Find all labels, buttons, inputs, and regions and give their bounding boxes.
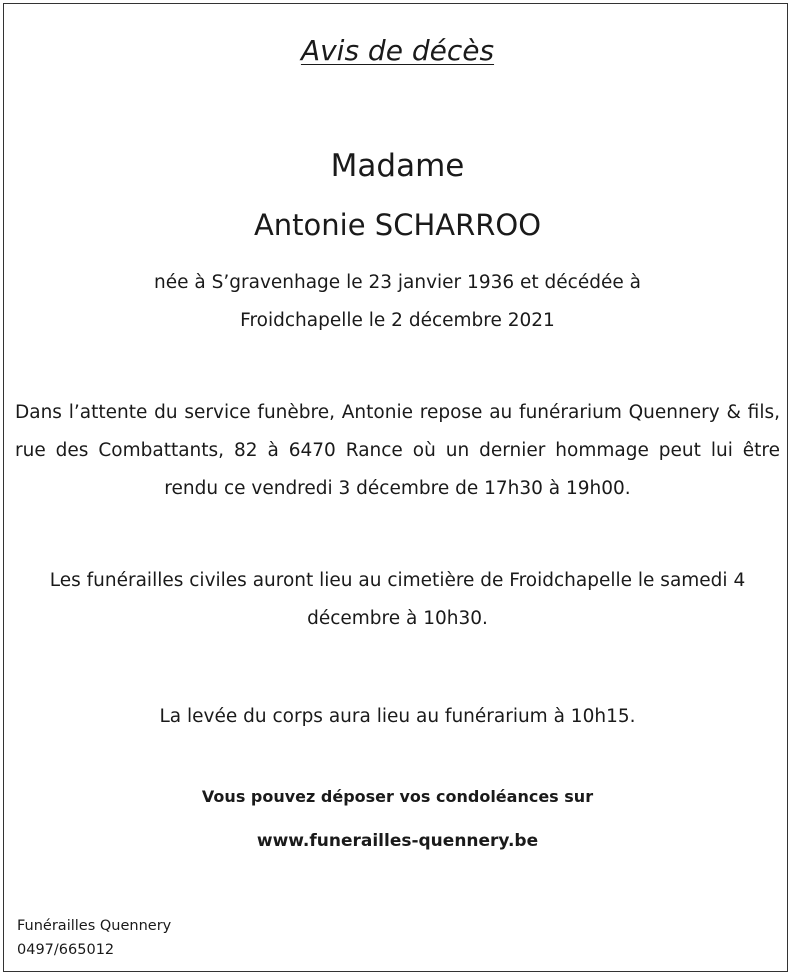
deceased-honorific: Madame — [330, 148, 465, 184]
company-name: Funérailles Quennery — [17, 918, 172, 934]
wake-paragraph: Dans l’attente du service funèbre, Antonie repose au funérarium Quennery & fils, rue des Combattants, 82 à 6470 Rance où un dernier hommage peut lui être rendu ce vendredi 3 décembre de 17h30 à 19h00. — [15, 402, 780, 499]
levee-paragraph: La levée du corps aura lieu au funérarium à 10h15. — [159, 706, 636, 727]
birth-death-details: née à S’gravenhage le 23 janvier 1936 et décédée à Froidchapelle le 2 décembre 2021 — [154, 272, 641, 331]
funeral-paragraph: Les funérailles civiles auront lieu au cimetière de Froidchapelle le samedi 4 décembre à 10h30. — [49, 570, 746, 629]
footer-contact — [17, 914, 171, 962]
condolences-text: Vous pouvez déposer vos condoléances sur — [201, 787, 594, 806]
website-link[interactable]: www.funerailles-quennery.be — [256, 831, 539, 851]
deceased-name: Antonie SCHARROO — [253, 208, 542, 242]
company-phone: 0497/665012 — [17, 942, 115, 958]
notice-title: Avis de décès — [300, 34, 495, 67]
